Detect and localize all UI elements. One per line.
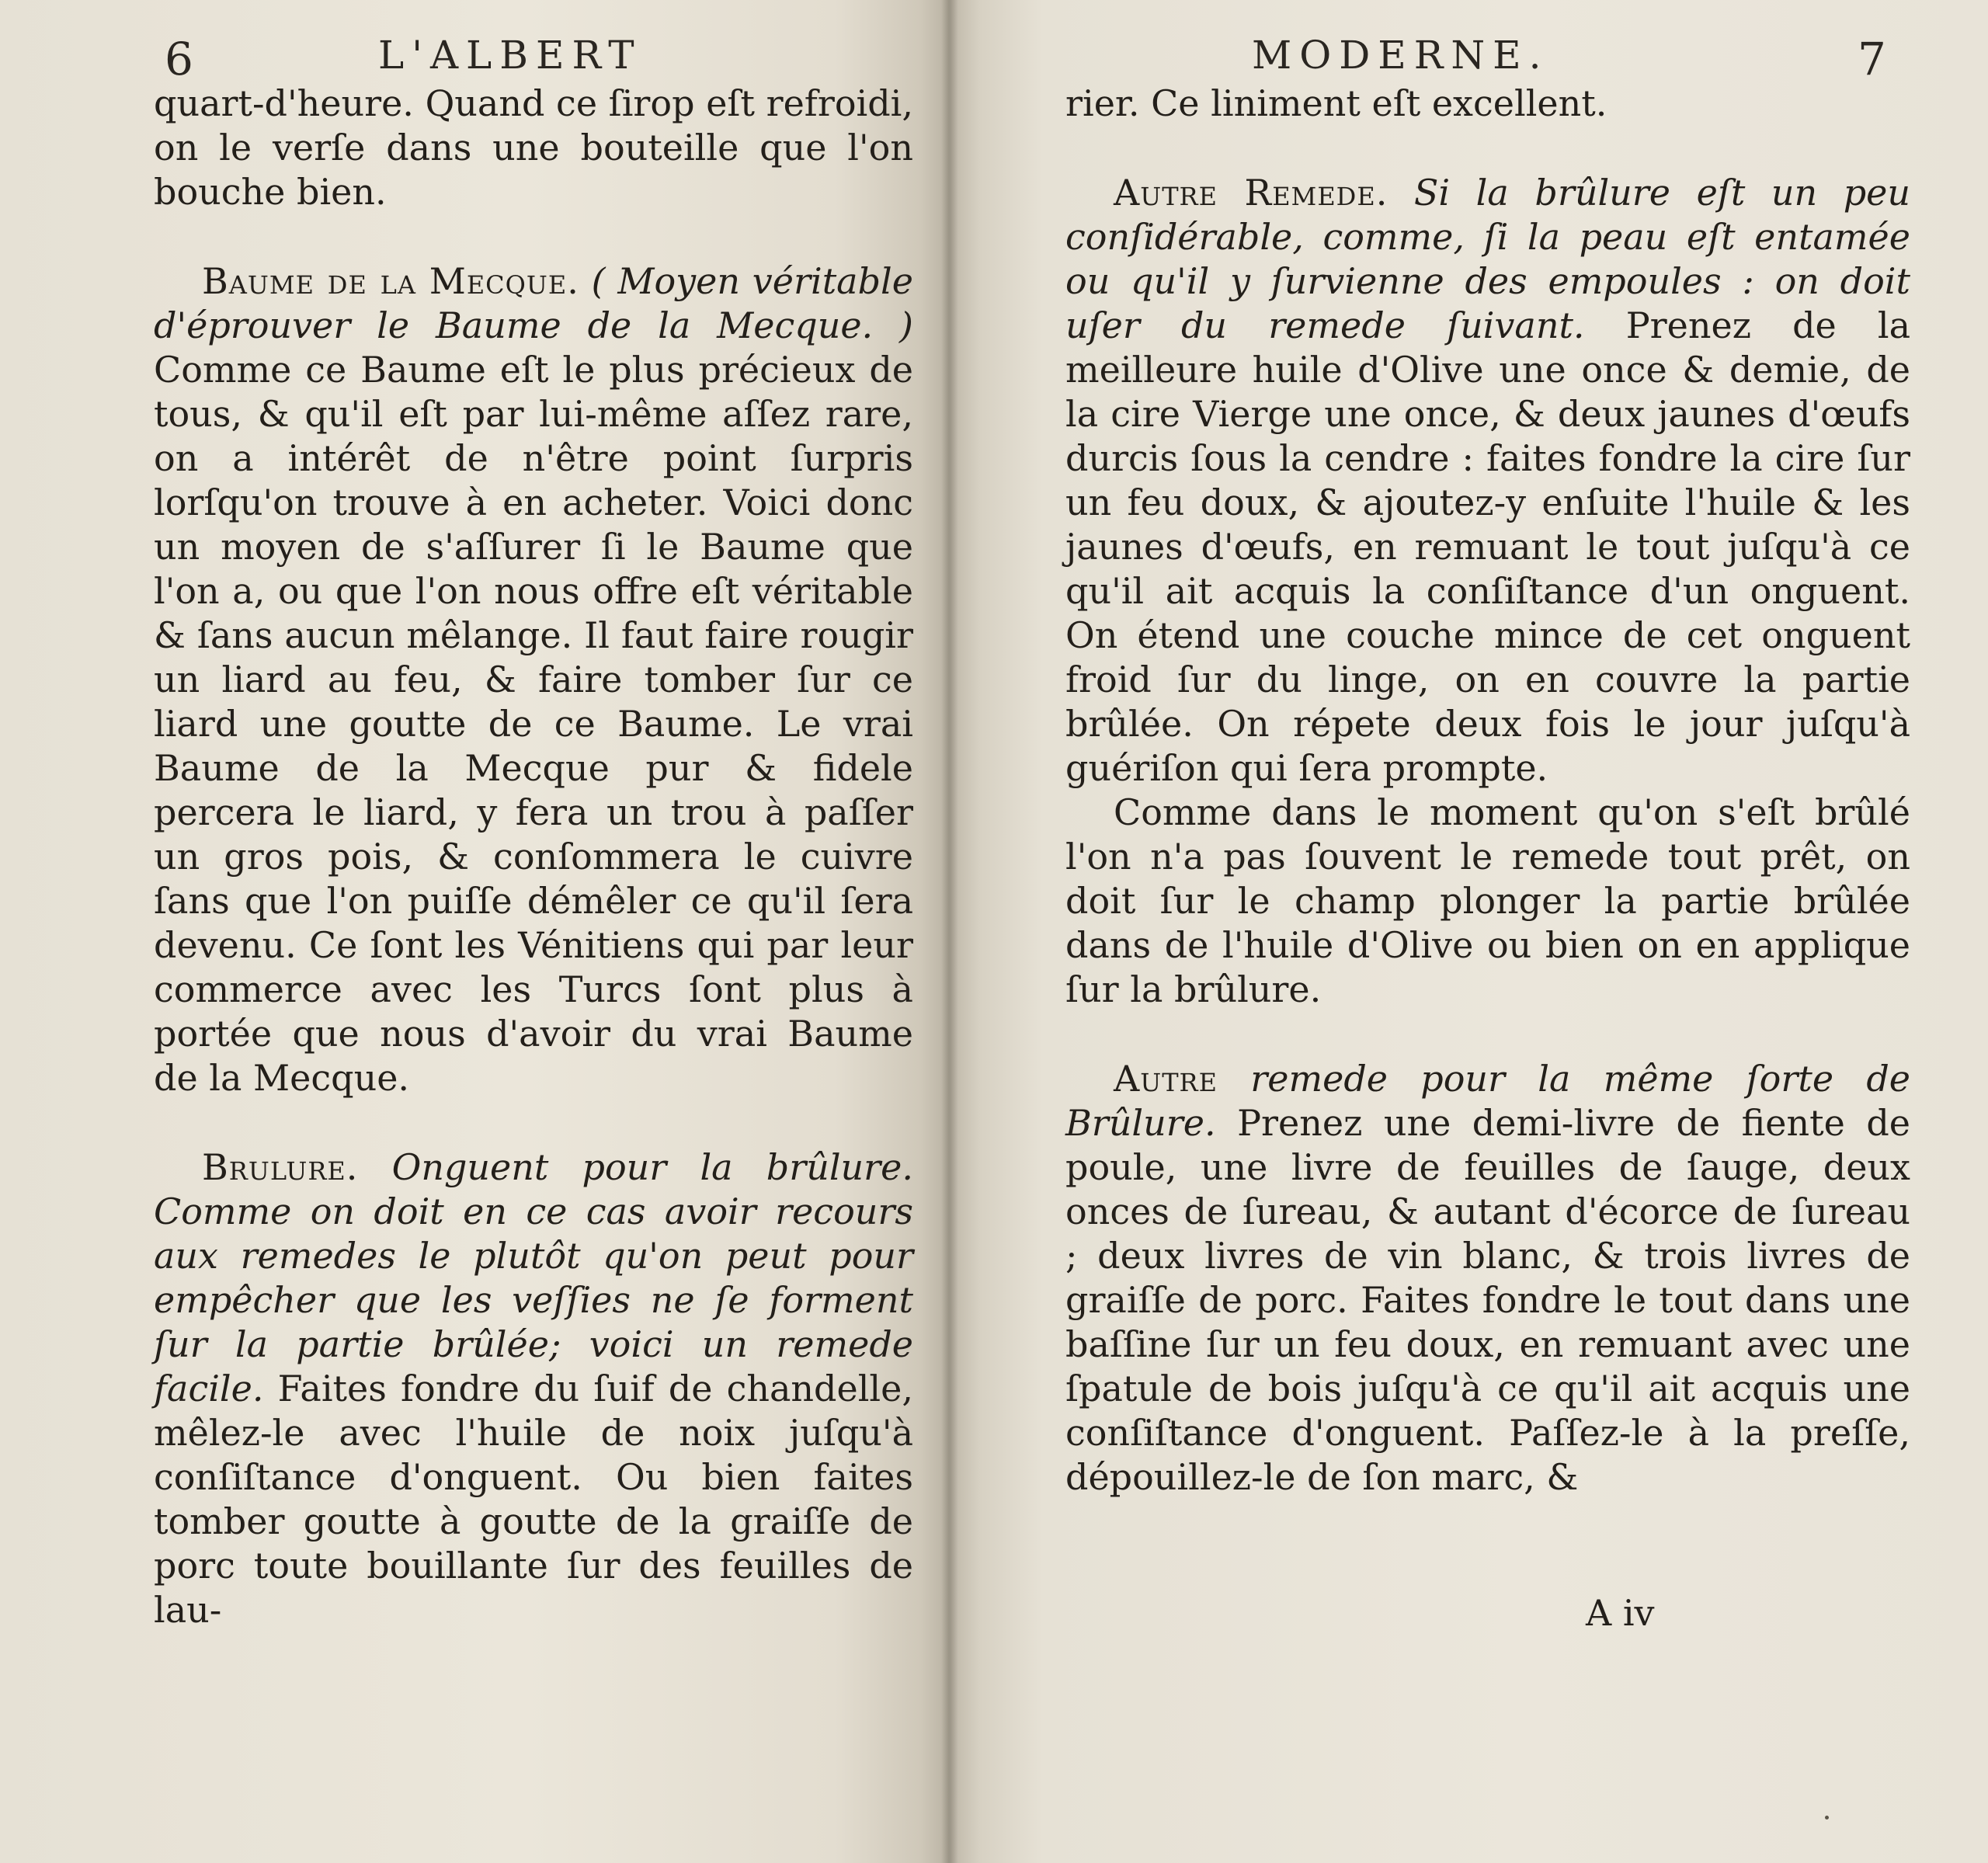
right-page-text: [1065, 82, 1910, 1500]
paragraph-text: Comme dans le moment qu'on s'eſt brûlé l'on n'a pas ſouvent le remede tout prêt, on doit ſur le champ plonger la partie brûlée dans de l'huile d'Olive ou bien on en applique ſur la brûlure.: [1065, 791, 1910, 1010]
signature-mark: A iv: [1586, 1592, 1655, 1634]
brulure-entry: [154, 1145, 913, 1632]
baume-de-la-mecque-entry: [154, 259, 913, 1100]
continuation-text: rier. Ce liniment eſt excellent.: [1065, 82, 1607, 124]
entry-heading: Autre Remede.: [1114, 172, 1388, 214]
right-page: [949, 0, 1988, 1863]
continuation-text: quart-d'heure. Quand ce ſirop eſt refroidi, on le verſe dans une bouteille que l'on bouche bien.: [154, 82, 913, 213]
entry-subtitle: Onguent pour la brûlure. Comme on doit en ce cas avoir recours aux remedes le plutôt qu'on peut pour empêcher que les veſſies ne ſe forment ſur la partie brûlée; voici un remede facile.: [154, 1146, 913, 1409]
right-running-head: MODERNE.: [1252, 33, 1549, 78]
entry-subtitle: Si la brûlure eſt un peu conſidérable, comme, ſi la peau eſt entamée ou qu'il y ſurvienne des empoules : on doit uſer du remede ſuivant.: [1065, 172, 1910, 346]
entry-heading: Baume de la Mecque.: [202, 260, 579, 302]
autre-remede-entry: [1065, 171, 1910, 791]
book-gutter: [941, 0, 958, 1863]
entry-heading: Brulure.: [202, 1146, 359, 1188]
entry-text: Prenez une demi-livre de fiente de poule, une livre de feuilles de ſauge, deux onces de ſureau, & autant d'écorce de ſureau ; deux livres de vin blanc, & trois livres de graiſſe de porc. Faites fondre le tout dans une baſſine ſur un feu doux, en remuant avec une ſpatule de bois juſqu'à ce qu'il ait acquis une conſiſtance d'onguent. Paſſez-le à la preſſe, dépouillez-le de ſon marc, &: [1065, 1102, 1911, 1498]
right-continuation-paragraph: [1065, 82, 1910, 126]
left-continuation-paragraph: [154, 82, 913, 214]
paper-speck: [1825, 1816, 1829, 1820]
entry-subtitle: ( Moyen véritable d'éprouver le Baume de la Mecque. ): [154, 260, 913, 346]
left-page-text: [154, 82, 913, 1632]
entry-subtitle: remede pour la même ſorte de Brûlure.: [1065, 1058, 1911, 1144]
entry-text: Faites fondre du ſuif de chandelle, mêlez-le avec l'huile de noix juſqu'à conſiſtance d'onguent. Ou bien faites tomber goutte à goutte de la graiſſe de porc toute bouillante ſur des feuilles de lau-: [154, 1368, 913, 1631]
left-page-header: [165, 33, 933, 87]
entry-text: Prenez de la meilleure huile d'Olive une once & demie, de la cire Vierge une once, & deux jaunes d'œufs durcis ſous la cendre : faites fondre la cire ſur un feu doux, & ajoutez-y enſuite l'huile & les jaunes d'œufs, en remuant le tout juſqu'à ce qu'il ait acquis la conſiſtance d'un onguent. On étend une couche mince de cet onguent froid ſur du linge, on en couvre la partie brûlée. On répete deux fois le jour juſqu'à guériſon qui ſera prompte.: [1065, 304, 1911, 789]
left-running-head: L'ALBERT: [378, 33, 642, 78]
entry-heading: Autre: [1114, 1058, 1218, 1100]
left-page-number: 6: [165, 33, 201, 85]
entry-text: Comme ce Baume eſt le plus précieux de tous, & qu'il eſt par lui-même aſſez rare, on a intérêt de n'être point ſurpris lorſqu'on trouve à en acheter. Voici donc un moyen de s'aſſurer ſi le Baume que l'on a, ou que l'on nous offre eſt véritable & ſans aucun mêlange. Il faut faire rougir un liard au feu, & faire tomber ſur ce liard une goutte de ce Baume. Le vrai Baume de la Mecque pur & fidele percera le liard, y fera un trou à paſſer un gros pois, & conſommera le cuivre ſans que l'on puiſſe démêler ce qu'il ſera devenu. Ce ſont les Vénitiens qui par leur commerce avec les Turcs ſont plus à portée que nous d'avoir du vrai Baume de la Mecque.: [154, 349, 913, 1099]
comme-dans-le-moment-paragraph: [1065, 791, 1910, 1012]
left-page: [0, 0, 949, 1863]
autre-remede-meme-sorte-entry: [1065, 1057, 1910, 1500]
right-page-number: 7: [1858, 33, 1894, 85]
right-page-header: [1065, 33, 1958, 87]
